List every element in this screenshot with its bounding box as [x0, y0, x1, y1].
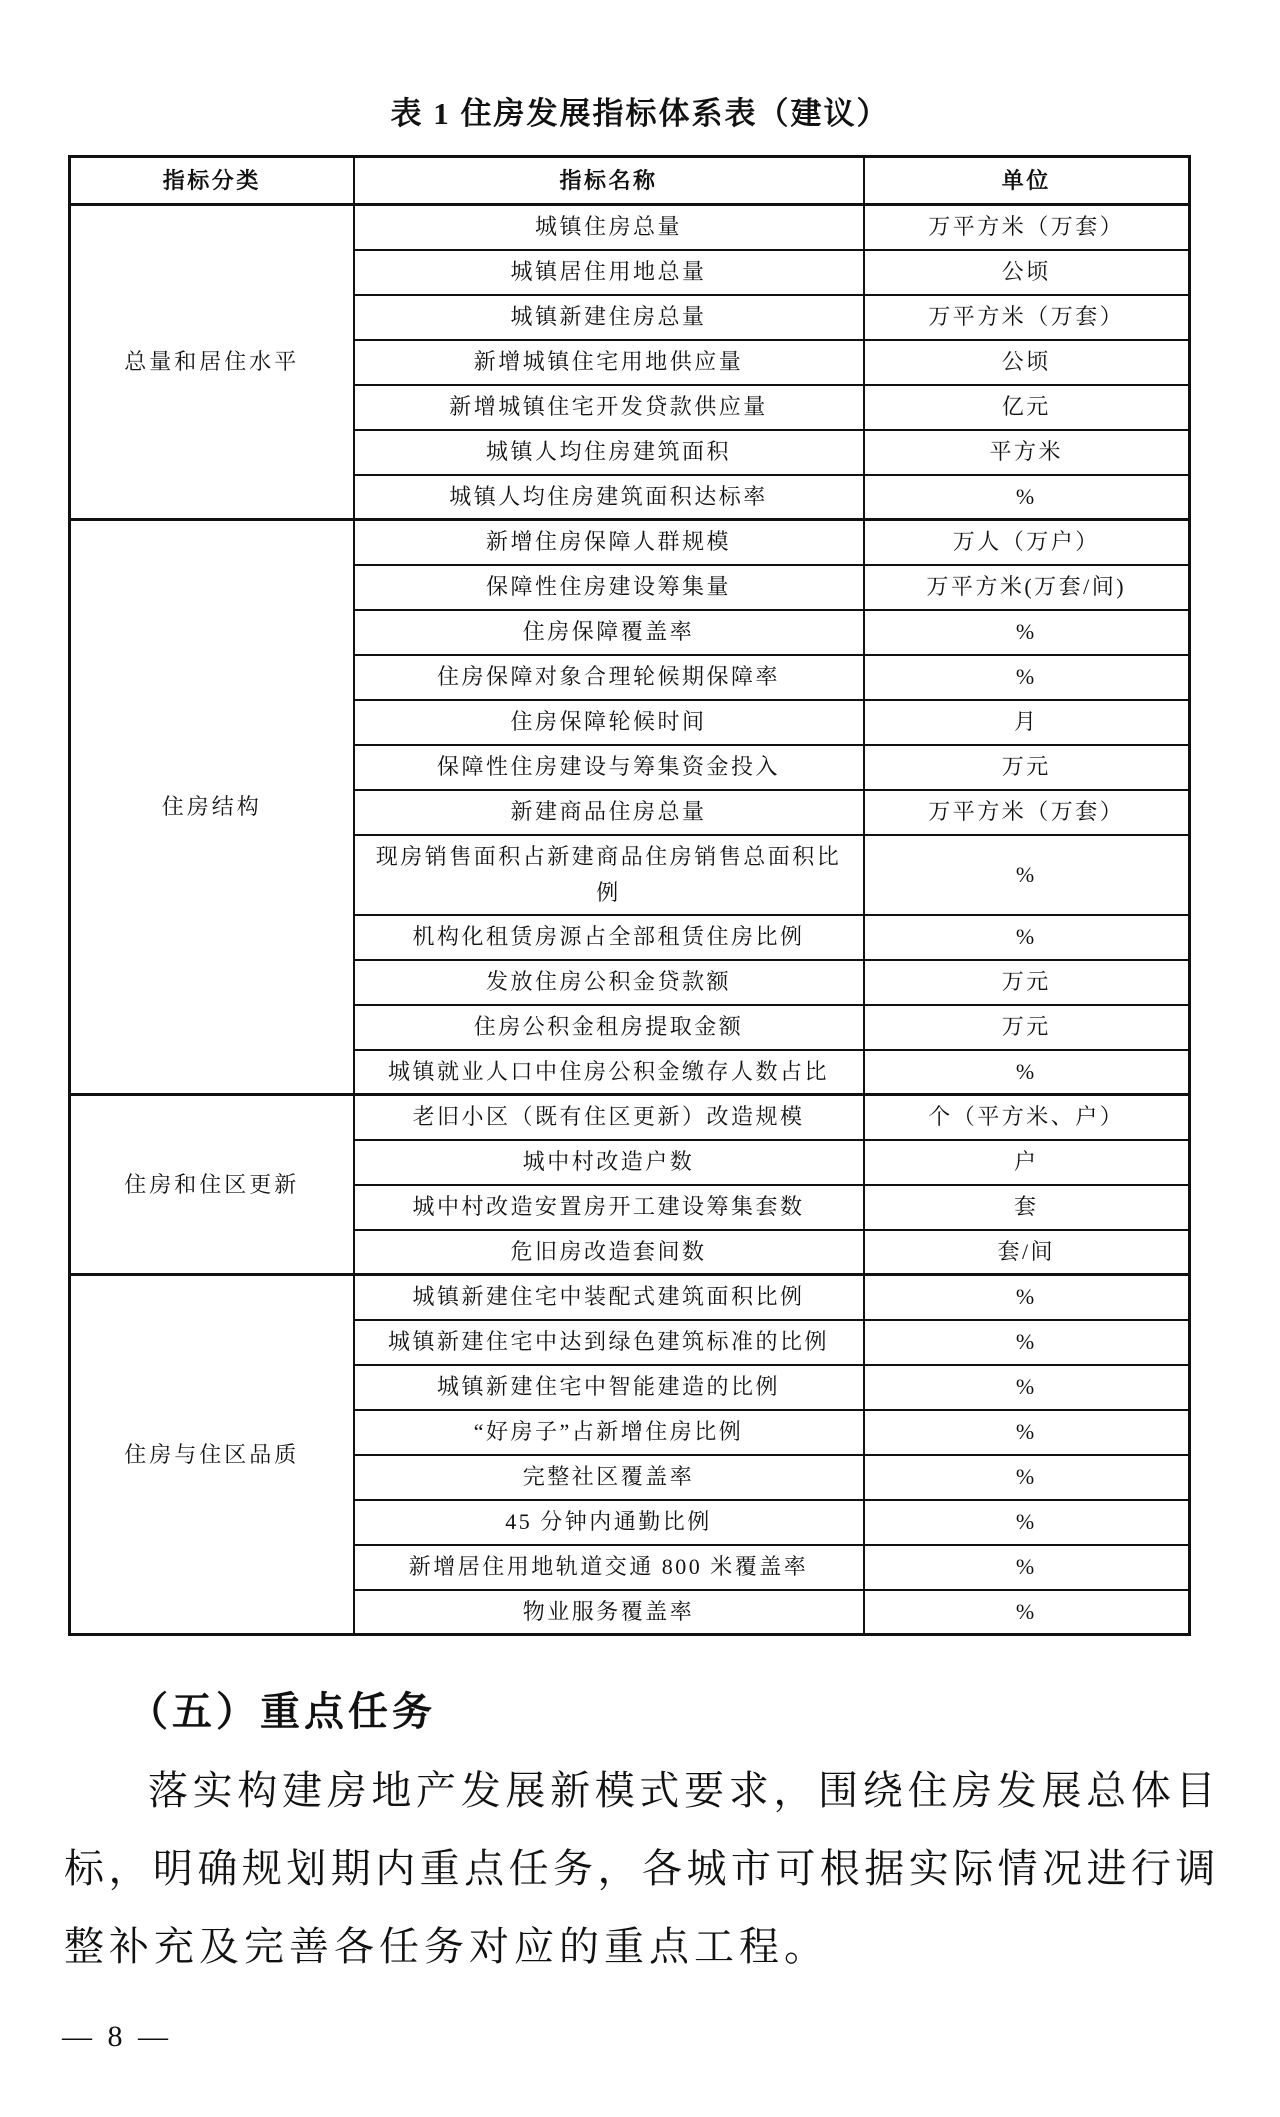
indicator-table [68, 155, 1191, 1636]
indicator-name-cell: 发放住房公积金贷款额 [354, 960, 864, 1005]
indicator-name-cell: 新增住房保障人群规模 [354, 520, 864, 565]
indicator-name-cell: 住房保障覆盖率 [354, 610, 864, 655]
unit-cell: % [864, 655, 1190, 700]
indicator-name-cell: 住房公积金租房提取金额 [354, 1005, 864, 1050]
indicator-name-cell: “好房子”占新增住房比例 [354, 1410, 864, 1455]
unit-cell: 万平方米（万套） [864, 295, 1190, 340]
indicator-name-cell: 老旧小区（既有住区更新）改造规模 [354, 1095, 864, 1140]
unit-cell: 万平方米(万套/间) [864, 565, 1190, 610]
indicator-name-cell: 新增城镇住宅用地供应量 [354, 340, 864, 385]
unit-cell: 万元 [864, 1005, 1190, 1050]
indicator-name-cell: 新增居住用地轨道交通 800 米覆盖率 [354, 1545, 864, 1590]
unit-cell: 户 [864, 1140, 1190, 1185]
unit-cell: 万元 [864, 745, 1190, 790]
body-paragraph [64, 1752, 1216, 1986]
indicator-name-cell: 现房销售面积占新建商品住房销售总面积比例 [354, 835, 864, 915]
paragraph-line: 落实构建房地产发展新模式要求，围绕住房发展总体目 [148, 1768, 1216, 1813]
indicator-name-cell: 城镇人均住房建筑面积达标率 [354, 475, 864, 520]
unit-cell: % [864, 1410, 1190, 1455]
unit-cell: 公顷 [864, 340, 1190, 385]
indicator-name-cell: 城镇新建住宅中装配式建筑面积比例 [354, 1275, 864, 1320]
indicator-name-cell: 城镇居住用地总量 [354, 250, 864, 295]
unit-cell: % [864, 1365, 1190, 1410]
indicator-name-cell: 保障性住房建设与筹集资金投入 [354, 745, 864, 790]
category-cell: 住房结构 [70, 520, 354, 1095]
unit-cell: % [864, 835, 1190, 915]
unit-cell: % [864, 1500, 1190, 1545]
unit-cell: 月 [864, 700, 1190, 745]
unit-cell: % [864, 1320, 1190, 1365]
indicator-name-cell: 城镇新建住房总量 [354, 295, 864, 340]
table-row [70, 1275, 1190, 1320]
indicator-name-cell: 城中村改造安置房开工建设筹集套数 [354, 1185, 864, 1230]
paragraph-line: 标，明确规划期内重点任务，各城市可根据实际情况进行调 [64, 1846, 1216, 1891]
unit-cell: % [864, 1545, 1190, 1590]
table-row [70, 1095, 1190, 1140]
category-cell: 住房和住区更新 [70, 1095, 354, 1275]
unit-cell: % [864, 1050, 1190, 1095]
indicator-name-cell: 城镇新建住宅中达到绿色建筑标准的比例 [354, 1320, 864, 1365]
unit-cell: 亿元 [864, 385, 1190, 430]
indicator-name-cell: 新建商品住房总量 [354, 790, 864, 835]
unit-cell: % [864, 1455, 1190, 1500]
unit-cell: % [864, 610, 1190, 655]
header-unit: 单位 [864, 157, 1190, 205]
category-cell: 住房与住区品质 [70, 1275, 354, 1635]
indicator-name-cell: 城镇人均住房建筑面积 [354, 430, 864, 475]
indicator-name-cell: 城镇就业人口中住房公积金缴存人数占比 [354, 1050, 864, 1095]
indicator-name-cell: 物业服务覆盖率 [354, 1590, 864, 1635]
indicator-name-cell: 完整社区覆盖率 [354, 1455, 864, 1500]
unit-cell: 万元 [864, 960, 1190, 1005]
indicator-name-cell: 城镇新建住宅中智能建造的比例 [354, 1365, 864, 1410]
unit-cell: 万平方米（万套） [864, 790, 1190, 835]
unit-cell: 万平方米（万套） [864, 205, 1190, 250]
indicator-name-cell: 45 分钟内通勤比例 [354, 1500, 864, 1545]
table-row [70, 205, 1190, 250]
category-cell: 总量和居住水平 [70, 205, 354, 520]
table-header-row [70, 157, 1190, 205]
indicator-name-cell: 城中村改造户数 [354, 1140, 864, 1185]
indicator-name-cell: 住房保障轮候时间 [354, 700, 864, 745]
indicator-name-cell: 机构化租赁房源占全部租赁住房比例 [354, 915, 864, 960]
section-heading: （五）重点任务 [128, 1689, 436, 1734]
unit-cell: 套/间 [864, 1230, 1190, 1275]
table-title: 表 1 住房发展指标体系表（建议） [390, 96, 890, 131]
unit-cell: 平方米 [864, 430, 1190, 475]
paragraph-line: 整补充及完善各任务对应的重点工程。 [64, 1924, 829, 1969]
indicator-table-body [70, 205, 1190, 1635]
header-indicator-name: 指标名称 [354, 157, 864, 205]
header-category: 指标分类 [70, 157, 354, 205]
unit-cell: % [864, 475, 1190, 520]
unit-cell: % [864, 1590, 1190, 1635]
indicator-name-cell: 保障性住房建设筹集量 [354, 565, 864, 610]
unit-cell: 万人（万户） [864, 520, 1190, 565]
unit-cell: 套 [864, 1185, 1190, 1230]
unit-cell: 个（平方米、户） [864, 1095, 1190, 1140]
page-number: — 8 — [62, 2020, 172, 2053]
unit-cell: % [864, 1275, 1190, 1320]
unit-cell: 公顷 [864, 250, 1190, 295]
unit-cell: % [864, 915, 1190, 960]
indicator-name-cell: 新增城镇住宅开发贷款供应量 [354, 385, 864, 430]
indicator-name-cell: 危旧房改造套间数 [354, 1230, 864, 1275]
table-row [70, 520, 1190, 565]
indicator-name-cell: 城镇住房总量 [354, 205, 864, 250]
indicator-name-cell: 住房保障对象合理轮候期保障率 [354, 655, 864, 700]
